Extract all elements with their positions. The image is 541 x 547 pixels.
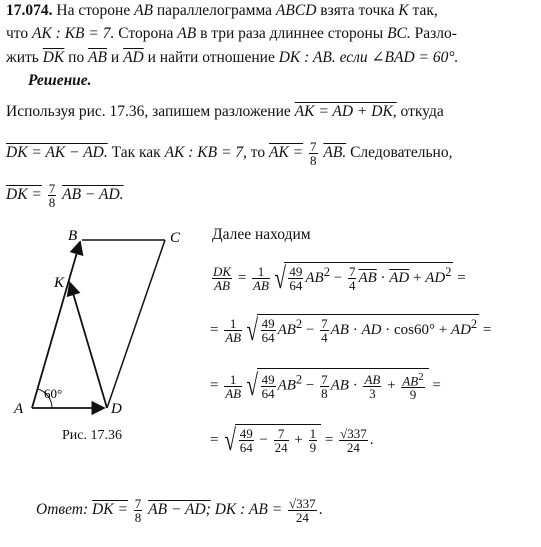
label-a: A: [14, 401, 24, 417]
parallelogram-figure: [10, 225, 210, 425]
solution-line-3: DK = $\frac{7}{8}$ AB − AD.: [6, 181, 124, 210]
eq-line-3: = $\frac{1}{AB}$ √ $\frac{49}{64}$ $AB^2$ − $\frac{7}{8}$ AB · $\frac{AB}{3}$ + $\frac{AB^2}{9}$ =: [210, 369, 441, 403]
label-d: D: [111, 401, 122, 417]
figure-caption: Рис. 17.36: [62, 428, 122, 443]
label-c: C: [170, 230, 181, 246]
solution-line-1: Используя рис. 17.36, запишем разложение AK = AD + DK, откуда: [6, 103, 444, 120]
vector-ab: [32, 242, 80, 408]
solution-line-2: DK = AK − AD. Так как AK : KB = 7, то AK = $\frac{7}{8}$ AB. Следовательно,: [6, 139, 453, 168]
further-text: Далее находим: [212, 226, 311, 243]
angle-label: 60°: [44, 386, 63, 401]
eq-line-1: $\frac{DK}{AB}$ = $\frac{1}{AB}$ √ $\frac{49}{64}$ $AB^2$ − $\frac{7}{4}$ $\overline{AB} \cdot \overline{AD} + AD^2$ =: [213, 261, 466, 295]
answer-line: Ответ: DK = $\frac{7}{8}$ AB − AD; DK : AB = $\frac{√337}{24}$ .: [36, 496, 323, 525]
fraction-7-8: $\frac{7}{8}$: [48, 181, 56, 210]
label-k: K: [54, 275, 65, 291]
side-cd: [107, 240, 165, 408]
problem-line-1: 17.074. На стороне AB параллелограмма ABCD взята точка K так,: [6, 2, 438, 19]
eq-line-4: = √ $\frac{49}{64}$ − $\frac{7}{24}$ + $\frac{1}{9}$ = $\frac{√337}{24}$ .: [210, 423, 374, 457]
problem-number: 17.074.: [6, 2, 53, 19]
solution-label: Решение.: [28, 72, 92, 89]
fraction-7-8: $\frac{7}{8}$: [310, 139, 317, 168]
problem-line-3: жить $\overline{DK}$ по $\overline{AB}$ и $\overline{AD}$ и найти отношение DK : AB. если ∠BAD = 60°.: [6, 49, 459, 66]
eq-line-2: = $\frac{1}{AB}$ √ $\frac{49}{64}$ $AB^2$ − $\frac{7}{4}$ AB · AD · $\cos 60^\circ + AD^2$ =: [210, 313, 492, 347]
label-b: B: [68, 228, 78, 244]
problem-line-2: что AK : KB = 7. Сторона AB в три раза длиннее стороны BC. Разло-: [6, 25, 457, 42]
vector-dk: [70, 283, 107, 408]
